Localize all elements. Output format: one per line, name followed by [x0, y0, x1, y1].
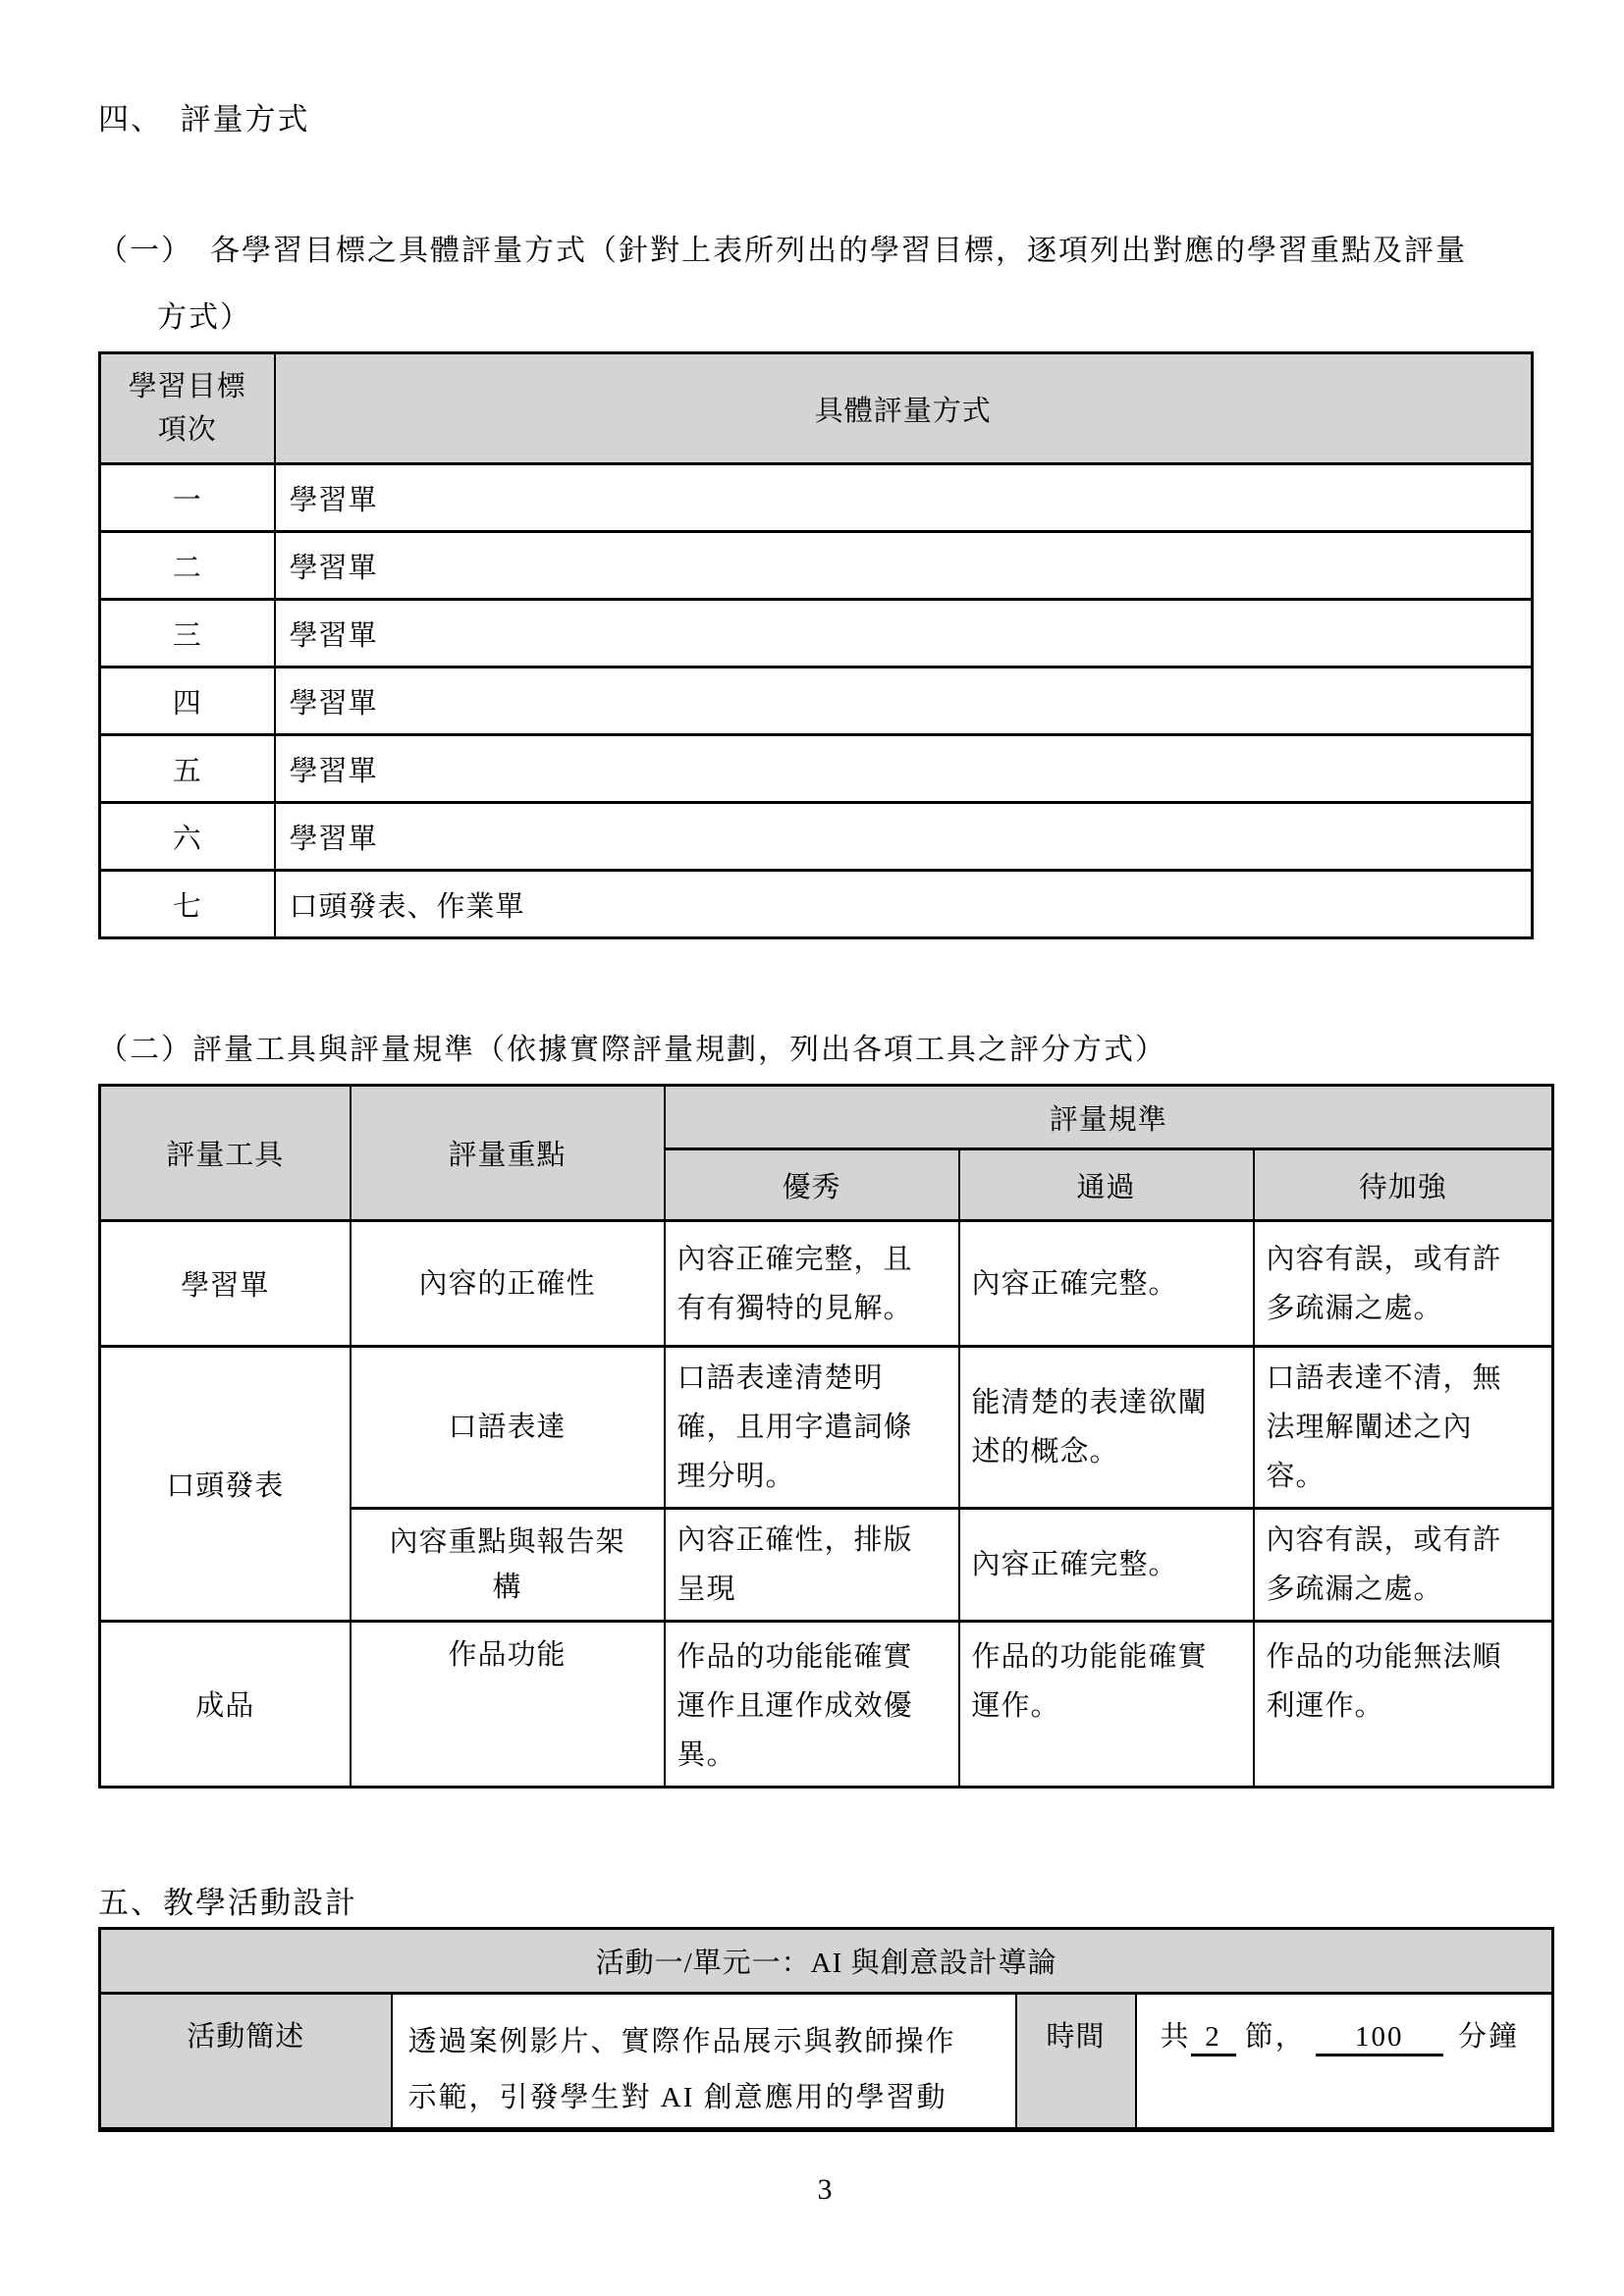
brief-text-line1: 透過案例影片、實際作品展示與教師操作	[407, 2026, 956, 2057]
focus-cell: 內容的正確性	[351, 1221, 665, 1347]
activity-brief-row	[100, 1994, 1553, 2130]
focus-cell: 口語表達	[351, 1347, 665, 1509]
goal-index-cell: 五	[100, 735, 275, 803]
improve-cell: 內容有誤，或有許多疏漏之處。	[1254, 1509, 1553, 1622]
table-header-row	[100, 353, 1533, 464]
rubric-row-oral	[100, 1347, 1553, 1509]
item1-text-line2: 方式）	[157, 301, 251, 334]
improve-cell: 作品的功能無法順利運作。	[1254, 1622, 1553, 1788]
item1-label: （一）	[98, 235, 192, 267]
header-goal-index-line1: 學習目標	[128, 371, 246, 402]
goal-index-cell: 六	[100, 803, 275, 871]
method-cell: 學習單	[275, 600, 1533, 667]
method-cell: 口頭發表、作業單	[275, 871, 1533, 938]
method-cell: 學習單	[275, 803, 1533, 871]
activity-table	[98, 1927, 1554, 2132]
goal-index-cell: 三	[100, 600, 275, 667]
improve-cell: 內容有誤，或有許多疏漏之處。	[1254, 1221, 1553, 1347]
header-rubric: 評量規準	[665, 1086, 1553, 1149]
item2-text: 評量工具與評量規準（依據實際評量規劃，列出各項工具之評分方式）	[192, 1034, 1166, 1066]
rubric-row-worksheet	[100, 1221, 1553, 1347]
rubric-table	[98, 1084, 1554, 1789]
method-cell: 學習單	[275, 667, 1533, 735]
header-goal-index-line2: 項次	[157, 414, 217, 446]
header-goal-index	[100, 353, 275, 464]
tool-cell: 學習單	[100, 1221, 351, 1347]
goal-index-cell: 四	[100, 667, 275, 735]
excellent-cell: 內容正確完整，且有有獨特的見解。	[665, 1221, 959, 1347]
excellent-cell: 內容正確性，排版呈現	[665, 1509, 959, 1622]
time-mid: 節，	[1244, 2021, 1306, 2053]
time-label: 時間	[1016, 1994, 1136, 2130]
section4-item1-paragraph	[98, 218, 1551, 351]
method-cell: 學習單	[275, 532, 1533, 600]
time-minutes-blank: 100	[1316, 2021, 1443, 2056]
item1-text-line1: 各學習目標之具體評量方式（針對上表所列出的學習目標，逐項列出對應的學習重點及評量	[210, 235, 1467, 267]
assessment-methods-table	[98, 351, 1534, 939]
rubric-row-product	[100, 1622, 1553, 1788]
time-sessions-blank: 2	[1191, 2021, 1236, 2056]
method-cell: 學習單	[275, 464, 1533, 532]
pass-cell: 內容正確完整。	[959, 1221, 1254, 1347]
tool-cell: 成品	[100, 1622, 351, 1788]
excellent-cell: 作品的功能能確實運作且運作成效優異。	[665, 1622, 959, 1788]
goal-index-cell: 七	[100, 871, 275, 938]
pass-cell: 內容正確完整。	[959, 1509, 1254, 1622]
header-excellent: 優秀	[665, 1149, 959, 1221]
table-row	[100, 735, 1533, 803]
header-improve: 待加強	[1254, 1149, 1553, 1221]
activity-title: 活動一/單元一：AI 與創意設計導論	[100, 1929, 1553, 1994]
method-cell: 學習單	[275, 735, 1533, 803]
table-row	[100, 871, 1533, 938]
improve-cell: 口語表達不清，無法理解闡述之內容。	[1254, 1347, 1553, 1509]
pass-cell: 作品的功能能確實運作。	[959, 1622, 1254, 1788]
activity-title-row	[100, 1929, 1553, 1994]
excellent-cell: 口語表達清楚明確，且用字遣詞條理分明。	[665, 1347, 959, 1509]
table-row	[100, 464, 1533, 532]
section5-heading: 五、教學活動設計	[98, 1886, 357, 1920]
table-row	[100, 600, 1533, 667]
brief-label: 活動簡述	[100, 1994, 392, 2130]
rubric-header-row1	[100, 1086, 1553, 1149]
focus-cell: 作品功能	[351, 1622, 665, 1788]
header-focus: 評量重點	[351, 1086, 665, 1221]
table-row	[100, 803, 1533, 871]
focus-cell: 內容重點與報告架構	[351, 1509, 665, 1622]
table-row	[100, 667, 1533, 735]
brief-text-line2: 示範，引發學生對 AI 創意應用的學習動	[407, 2082, 947, 2113]
time-suffix: 分鐘	[1458, 2021, 1520, 2053]
brief-text	[392, 1994, 1016, 2130]
tool-cell: 口頭發表	[100, 1347, 351, 1622]
goal-index-cell: 二	[100, 532, 275, 600]
header-method: 具體評量方式	[275, 353, 1533, 464]
goal-index-cell: 一	[100, 464, 275, 532]
time-value	[1136, 1994, 1553, 2130]
item2-label: （二）	[98, 1034, 192, 1066]
section4-item2-paragraph	[98, 1029, 1551, 1072]
pass-cell: 能清楚的表達欲闡述的概念。	[959, 1347, 1254, 1509]
header-pass: 通過	[959, 1149, 1254, 1221]
section4-heading: 四、 評量方式	[98, 102, 310, 136]
time-prefix: 共	[1160, 2021, 1191, 2053]
table-row	[100, 532, 1533, 600]
page-number: 3	[817, 2173, 833, 2206]
header-tool: 評量工具	[100, 1086, 351, 1221]
